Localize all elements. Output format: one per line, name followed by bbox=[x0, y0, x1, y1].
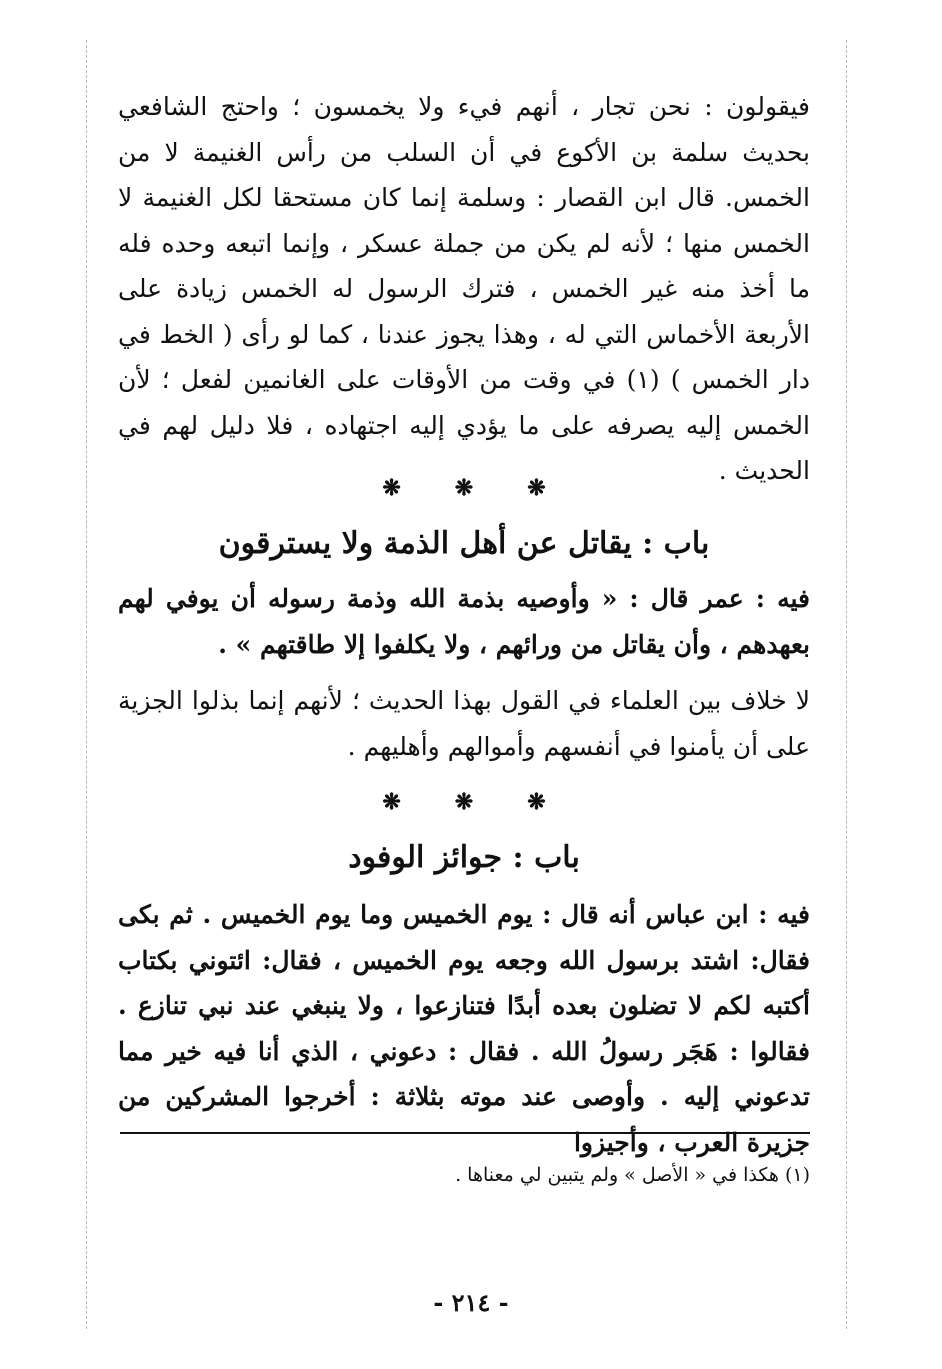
paragraph-1: فيقولون : نحن تجار ، أنهم فيء ولا يخمسون ؛ واحتج الشافعي بحديث سلمة بن الأكوع في أن السلب من رأس الغنيمة لا من الخمس. قال ابن القصار : وسلمة إنما كان مستحقا لكل الغنيمة لا الخمس منها ؛ لأنه لم يكن من جملة عسكر ، وإنما اتبعه وحده فله ما أخذ منه غير الخمس ، فترك الرسول له الخمس زيادة على الأربعة الأخماس التي له ، وهذا يجوز عندنا ، كما لو رأى ( الخط في دار الخمس ) (١) في وقت من الأوقات على الغانمين لفعل ؛ لأن الخمس إليه يصرفه على ما يؤدي إليه اجتهاده ، فلا دليل لهم في الحديث . bbox=[118, 92, 810, 485]
hadith-2: فيه : ابن عباس أنه قال : يوم الخميس وما يوم الخميس . ثم بكى فقال: اشتد برسول الله وجعه يوم الخميس ، فقال: ائتوني بكتاب أكتبه لكم لا تضلون بعده أبدًا فتنازعوا ، ولا ينبغي عند نبي تنازع . فقالوا : هَجَر رسولُ الله . فقال : دعوني ، الذي أنا فيه خير مما تدعوني إليه . وأوصى عند موته بثلاثة : أخرجوا المشركين من جزيرة العرب ، وأجيزوا bbox=[118, 900, 810, 1157]
hadith-1: فيه : عمر قال : « وأوصيه بذمة الله وذمة رسوله أن يوفي لهم بعهدهم ، وأن يقاتل من ورائهم ، ولا يكلفوا إلا طاقتهم » . bbox=[118, 584, 810, 659]
star-icon: ❋ bbox=[527, 475, 546, 501]
left-margin-guide bbox=[86, 40, 87, 1329]
page-number: - ٢١٤ - bbox=[433, 1288, 509, 1317]
section-heading-1: باب : يقاتل عن أهل الذمة ولا يسترقون bbox=[218, 526, 710, 561]
page-body bbox=[118, 84, 810, 1190]
section-separator-2 bbox=[118, 790, 810, 814]
right-margin-guide bbox=[846, 40, 847, 1329]
paragraph-2: لا خلاف بين العلماء في القول بهذا الحديث ؛ لأنهم إنما بذلوا الجزية على أن يأمنوا في أنفسهم وأموالهم وأهليهم . bbox=[118, 686, 810, 761]
footnote: (١) هكذا في « الأصل » ولم يتبين لي معناها . bbox=[455, 1164, 810, 1186]
star-icon: ❋ bbox=[454, 789, 474, 815]
section-separator-1 bbox=[118, 476, 810, 500]
star-icon: ❋ bbox=[454, 475, 474, 501]
star-icon: ❋ bbox=[382, 789, 401, 815]
star-icon: ❋ bbox=[382, 475, 401, 501]
star-icon: ❋ bbox=[527, 789, 546, 815]
section-heading-2: باب : جوائز الوفود bbox=[348, 840, 580, 875]
